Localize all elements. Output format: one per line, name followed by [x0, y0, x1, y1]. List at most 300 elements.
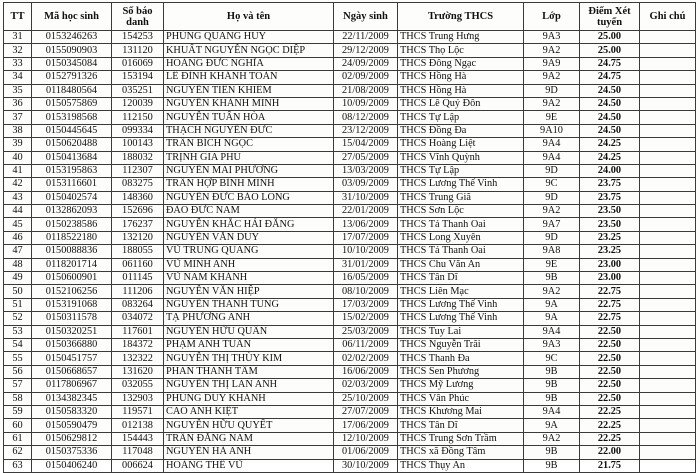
- student-name-cell: TRẦN BÍCH NGỌC: [164, 138, 334, 151]
- student-code-cell: 0118201714: [32, 258, 112, 271]
- student-name-cell: NGUYỄN ĐỨC BẢO LONG: [164, 191, 334, 204]
- note-cell: [640, 446, 696, 459]
- school-name-cell: THCS Tân Dĩ: [398, 419, 524, 432]
- exam-number-cell: 117048: [112, 446, 164, 459]
- admission-score-cell: 25.00: [580, 44, 640, 57]
- school-name-cell: THCS Tuy Lai: [398, 325, 524, 338]
- admission-score-cell: 24.25: [580, 151, 640, 164]
- row-number-cell: 44: [4, 205, 32, 218]
- row-number-cell: 34: [4, 71, 32, 84]
- class-name-cell: 9A2: [524, 71, 580, 84]
- birth-date-cell: 16/05/2009: [334, 272, 398, 285]
- school-name-cell: THCS Hoàng Liệt: [398, 138, 524, 151]
- class-name-cell: 9A: [524, 298, 580, 311]
- exam-number-cell: 188055: [112, 245, 164, 258]
- row-number-cell: 32: [4, 44, 32, 57]
- class-name-cell: 9A2: [524, 97, 580, 110]
- note-cell: [640, 258, 696, 271]
- student-name-cell: PHÙNG QUANG HUY: [164, 31, 334, 44]
- student-code-cell: 0132862093: [32, 205, 112, 218]
- student-name-cell: KHUẤT NGUYỄN NGỌC DIỆP: [164, 44, 334, 57]
- note-cell: [640, 272, 696, 285]
- student-name-cell: VŨ MINH ANH: [164, 258, 334, 271]
- student-code-cell: 0117806967: [32, 379, 112, 392]
- student-code-cell: 0150320251: [32, 325, 112, 338]
- header-class: Lớp: [524, 3, 580, 31]
- row-number-cell: 57: [4, 379, 32, 392]
- exam-number-cell: 061160: [112, 258, 164, 271]
- student-name-cell: NGUYỄN KHẮC HẢI ĐĂNG: [164, 218, 334, 231]
- admission-score-cell: 22.50: [580, 365, 640, 378]
- table-row: [4, 419, 696, 432]
- exam-number-cell: 184372: [112, 338, 164, 351]
- admission-score-cell: 22.25: [580, 419, 640, 432]
- student-code-cell: 0150375336: [32, 446, 112, 459]
- class-name-cell: 9D: [524, 231, 580, 244]
- school-name-cell: THCS Sen Phương: [398, 365, 524, 378]
- school-name-cell: THCS Thanh Đa: [398, 352, 524, 365]
- admission-score-cell: 24.50: [580, 84, 640, 97]
- class-name-cell: 9A8: [524, 245, 580, 258]
- student-code-cell: 0150629812: [32, 432, 112, 445]
- student-name-cell: PHÙNG DUY KHÁNH: [164, 392, 334, 405]
- note-cell: [640, 31, 696, 44]
- school-name-cell: THCS Thụy An: [398, 459, 524, 472]
- student-name-cell: TẠ PHƯƠNG ANH: [164, 312, 334, 325]
- student-code-cell: 0118522180: [32, 231, 112, 244]
- note-cell: [640, 57, 696, 70]
- table-row: [4, 205, 696, 218]
- table-row: [4, 97, 696, 110]
- exam-number-cell: 016069: [112, 57, 164, 70]
- birth-date-cell: 06/11/2009: [334, 338, 398, 351]
- student-code-cell: 0150413684: [32, 151, 112, 164]
- class-name-cell: 9A2: [524, 285, 580, 298]
- exam-number-cell: 083264: [112, 298, 164, 311]
- student-code-cell: 0150590479: [32, 419, 112, 432]
- exam-number-cell: 188032: [112, 151, 164, 164]
- exam-number-cell: 132322: [112, 352, 164, 365]
- exam-number-cell: 131120: [112, 44, 164, 57]
- row-number-cell: 63: [4, 459, 32, 472]
- exam-number-cell: 148360: [112, 191, 164, 204]
- exam-number-cell: 132903: [112, 392, 164, 405]
- exam-number-cell: 034072: [112, 312, 164, 325]
- admission-score-cell: 23.50: [580, 205, 640, 218]
- exam-number-cell: 176237: [112, 218, 164, 231]
- table-row: [4, 459, 696, 472]
- table-row: [4, 312, 696, 325]
- admission-score-cell: 24.75: [580, 57, 640, 70]
- student-code-cell: 0153116601: [32, 178, 112, 191]
- birth-date-cell: 13/03/2009: [334, 164, 398, 177]
- class-name-cell: 9C: [524, 352, 580, 365]
- school-name-cell: THCS Nguyễn Trãi: [398, 338, 524, 351]
- table-row: [4, 151, 696, 164]
- row-number-cell: 45: [4, 218, 32, 231]
- table-row: [4, 164, 696, 177]
- table-row: [4, 285, 696, 298]
- student-name-cell: NGUYỄN MAI PHƯƠNG: [164, 164, 334, 177]
- note-cell: [640, 111, 696, 124]
- table-row: [4, 231, 696, 244]
- class-name-cell: 9B: [524, 365, 580, 378]
- birth-date-cell: 02/03/2009: [334, 379, 398, 392]
- student-name-cell: ĐÀO ĐỨC NAM: [164, 205, 334, 218]
- class-name-cell: 9B: [524, 392, 580, 405]
- student-code-cell: 0155090903: [32, 44, 112, 57]
- birth-date-cell: 17/07/2009: [334, 231, 398, 244]
- birth-date-cell: 03/09/2009: [334, 178, 398, 191]
- exam-number-cell: 120039: [112, 97, 164, 110]
- birth-date-cell: 22/11/2009: [334, 31, 398, 44]
- admission-score-cell: 22.00: [580, 446, 640, 459]
- row-number-cell: 52: [4, 312, 32, 325]
- birth-date-cell: 10/09/2009: [334, 97, 398, 110]
- student-name-cell: PHAN THANH TÂM: [164, 365, 334, 378]
- student-name-cell: NGUYỄN TIẾN KHIÊM: [164, 84, 334, 97]
- exam-number-cell: 035251: [112, 84, 164, 97]
- school-name-cell: THCS Tả Thanh Oai: [398, 245, 524, 258]
- class-name-cell: 9D: [524, 164, 580, 177]
- table-row: [4, 272, 696, 285]
- class-name-cell: 9A7: [524, 218, 580, 231]
- header-school: Trường THCS: [398, 3, 524, 31]
- birth-date-cell: 15/02/2009: [334, 312, 398, 325]
- admission-score-cell: 25.00: [580, 31, 640, 44]
- class-name-cell: 9A: [524, 419, 580, 432]
- school-name-cell: THCS Liên Mạc: [398, 285, 524, 298]
- student-code-cell: 0152106256: [32, 285, 112, 298]
- birth-date-cell: 22/01/2009: [334, 205, 398, 218]
- student-name-cell: TRỊNH GIA PHÚ: [164, 151, 334, 164]
- table-row: [4, 191, 696, 204]
- exam-number-cell: 011145: [112, 272, 164, 285]
- student-code-cell: 0150575869: [32, 97, 112, 110]
- student-code-cell: 0150406240: [32, 459, 112, 472]
- birth-date-cell: 13/06/2009: [334, 218, 398, 231]
- exam-number-cell: 032055: [112, 379, 164, 392]
- class-name-cell: 9B: [524, 446, 580, 459]
- row-number-cell: 42: [4, 178, 32, 191]
- class-name-cell: 9B: [524, 459, 580, 472]
- class-name-cell: 9A2: [524, 432, 580, 445]
- student-name-cell: NGUYỄN HỮU QUÂN: [164, 325, 334, 338]
- results-table: [3, 2, 696, 473]
- student-code-cell: 0150366880: [32, 338, 112, 351]
- school-name-cell: THCS Đông Ngạc: [398, 57, 524, 70]
- class-name-cell: 9A: [524, 312, 580, 325]
- admission-score-cell: 23.75: [580, 178, 640, 191]
- row-number-cell: 60: [4, 419, 32, 432]
- school-name-cell: THCS Hồng Hà: [398, 71, 524, 84]
- table-row: [4, 218, 696, 231]
- table-row: [4, 432, 696, 445]
- student-code-cell: 0150620488: [32, 138, 112, 151]
- school-name-cell: THCS Trung Giã: [398, 191, 524, 204]
- exam-number-cell: 119571: [112, 405, 164, 418]
- exam-number-cell: 006624: [112, 459, 164, 472]
- note-cell: [640, 379, 696, 392]
- exam-number-cell: 100143: [112, 138, 164, 151]
- row-number-cell: 59: [4, 405, 32, 418]
- table-row: [4, 379, 696, 392]
- note-cell: [640, 218, 696, 231]
- class-name-cell: 9A3: [524, 31, 580, 44]
- row-number-cell: 38: [4, 124, 32, 137]
- school-name-cell: THCS Lương Thế Vinh: [398, 298, 524, 311]
- row-number-cell: 62: [4, 446, 32, 459]
- birth-date-cell: 08/10/2009: [334, 285, 398, 298]
- admission-score-cell: 22.50: [580, 338, 640, 351]
- row-number-cell: 40: [4, 151, 32, 164]
- note-cell: [640, 71, 696, 84]
- row-number-cell: 41: [4, 164, 32, 177]
- birth-date-cell: 10/10/2009: [334, 245, 398, 258]
- student-code-cell: 0153246263: [32, 31, 112, 44]
- admission-score-cell: 24.00: [580, 164, 640, 177]
- birth-date-cell: 24/09/2009: [334, 57, 398, 70]
- class-name-cell: 9A4: [524, 325, 580, 338]
- birth-date-cell: 21/08/2009: [334, 84, 398, 97]
- school-name-cell: THCS Tả Thanh Oai: [398, 218, 524, 231]
- table-row: [4, 138, 696, 151]
- note-cell: [640, 285, 696, 298]
- exam-number-cell: 012138: [112, 419, 164, 432]
- birth-date-cell: 25/10/2009: [334, 392, 398, 405]
- birth-date-cell: 01/06/2009: [334, 446, 398, 459]
- note-cell: [640, 205, 696, 218]
- birth-date-cell: 17/06/2009: [334, 419, 398, 432]
- admission-score-cell: 23.00: [580, 272, 640, 285]
- class-name-cell: 9A10: [524, 124, 580, 137]
- note-cell: [640, 392, 696, 405]
- header-score: Điểm Xét tuyển: [580, 3, 640, 31]
- school-name-cell: THCS Long Xuyên: [398, 231, 524, 244]
- student-code-cell: 0153191068: [32, 298, 112, 311]
- birth-date-cell: 23/12/2009: [334, 124, 398, 137]
- student-code-cell: 0153195863: [32, 164, 112, 177]
- class-name-cell: 9A9: [524, 57, 580, 70]
- admission-score-cell: 24.50: [580, 97, 640, 110]
- header-tt: TT: [4, 3, 32, 31]
- row-number-cell: 47: [4, 245, 32, 258]
- school-name-cell: THCS Đồng Đa: [398, 124, 524, 137]
- note-cell: [640, 405, 696, 418]
- row-number-cell: 56: [4, 365, 32, 378]
- class-name-cell: 9A4: [524, 138, 580, 151]
- row-number-cell: 48: [4, 258, 32, 271]
- exam-number-cell: 152696: [112, 205, 164, 218]
- note-cell: [640, 151, 696, 164]
- exam-number-cell: 111206: [112, 285, 164, 298]
- note-cell: [640, 164, 696, 177]
- birth-date-cell: 15/04/2009: [334, 138, 398, 151]
- row-number-cell: 36: [4, 97, 32, 110]
- student-code-cell: 0118480564: [32, 84, 112, 97]
- student-code-cell: 0152791326: [32, 71, 112, 84]
- note-cell: [640, 191, 696, 204]
- school-name-cell: THCS Mỹ Lương: [398, 379, 524, 392]
- note-cell: [640, 97, 696, 110]
- birth-date-cell: 17/03/2009: [334, 298, 398, 311]
- row-number-cell: 39: [4, 138, 32, 151]
- student-name-cell: NGUYỄN THỊ LAN ANH: [164, 379, 334, 392]
- table-row: [4, 178, 696, 191]
- table-row: [4, 44, 696, 57]
- table-row: [4, 111, 696, 124]
- admission-score-cell: 22.50: [580, 392, 640, 405]
- school-name-cell: THCS Trung Sơn Trầm: [398, 432, 524, 445]
- table-row: [4, 258, 696, 271]
- table-row: [4, 57, 696, 70]
- student-code-cell: 0150445645: [32, 124, 112, 137]
- note-cell: [640, 459, 696, 472]
- admission-score-cell: 23.25: [580, 231, 640, 244]
- table-row: [4, 84, 696, 97]
- admission-score-cell: 22.75: [580, 298, 640, 311]
- table-row: [4, 365, 696, 378]
- class-name-cell: 9A4: [524, 405, 580, 418]
- row-number-cell: 54: [4, 338, 32, 351]
- student-code-cell: 0150583320: [32, 405, 112, 418]
- student-name-cell: NGUYỄN VĂN DUY: [164, 231, 334, 244]
- note-cell: [640, 44, 696, 57]
- student-name-cell: HOÀNG THẾ VŨ: [164, 459, 334, 472]
- student-name-cell: VŨ TRUNG QUANG: [164, 245, 334, 258]
- row-number-cell: 49: [4, 272, 32, 285]
- student-name-cell: NGUYỄN KHÁNH MINH: [164, 97, 334, 110]
- school-name-cell: THCS Vĩnh Quỳnh: [398, 151, 524, 164]
- note-cell: [640, 432, 696, 445]
- admission-score-cell: 22.50: [580, 325, 640, 338]
- row-number-cell: 55: [4, 352, 32, 365]
- exam-number-cell: 117601: [112, 325, 164, 338]
- birth-date-cell: 30/10/2009: [334, 459, 398, 472]
- row-number-cell: 33: [4, 57, 32, 70]
- header-note: Ghi chú: [640, 3, 696, 31]
- birth-date-cell: 12/10/2009: [334, 432, 398, 445]
- school-name-cell: THCS Lê Quý Đôn: [398, 97, 524, 110]
- admission-score-cell: 23.00: [580, 258, 640, 271]
- class-name-cell: 9E: [524, 258, 580, 271]
- student-code-cell: 0150402574: [32, 191, 112, 204]
- note-cell: [640, 124, 696, 137]
- school-name-cell: THCS Chu Văn An: [398, 258, 524, 271]
- exam-number-cell: 131620: [112, 365, 164, 378]
- admission-score-cell: 24.75: [580, 71, 640, 84]
- school-name-cell: THCS Lương Thế Vinh: [398, 178, 524, 191]
- note-cell: [640, 352, 696, 365]
- note-cell: [640, 298, 696, 311]
- birth-date-cell: 31/10/2009: [334, 191, 398, 204]
- birth-date-cell: 27/07/2009: [334, 405, 398, 418]
- school-name-cell: THCS Hồng Hà: [398, 84, 524, 97]
- table-row: [4, 298, 696, 311]
- class-name-cell: 9A2: [524, 205, 580, 218]
- student-name-cell: THẠCH NGUYỄN ĐỨC: [164, 124, 334, 137]
- table-row: [4, 446, 696, 459]
- admission-score-cell: 22.25: [580, 405, 640, 418]
- exam-number-cell: 132120: [112, 231, 164, 244]
- header-dob: Ngày sinh: [334, 3, 398, 31]
- student-code-cell: 0150238586: [32, 218, 112, 231]
- student-name-cell: HOÀNG ĐỨC NGHĨA: [164, 57, 334, 70]
- row-number-cell: 61: [4, 432, 32, 445]
- student-code-cell: 0150311578: [32, 312, 112, 325]
- table-row: [4, 245, 696, 258]
- row-number-cell: 46: [4, 231, 32, 244]
- student-name-cell: NGUYỄN HỮU QUYẾT: [164, 419, 334, 432]
- school-name-cell: THCS Tân Dĩ: [398, 272, 524, 285]
- admission-score-cell: 22.50: [580, 379, 640, 392]
- student-name-cell: LÊ ĐÌNH KHÁNH TOÀN: [164, 71, 334, 84]
- school-name-cell: THCS Trung Hưng: [398, 31, 524, 44]
- birth-date-cell: 27/05/2009: [334, 151, 398, 164]
- student-code-cell: 0150451757: [32, 352, 112, 365]
- row-number-cell: 51: [4, 298, 32, 311]
- row-number-cell: 50: [4, 285, 32, 298]
- admission-score-cell: 23.25: [580, 245, 640, 258]
- row-number-cell: 37: [4, 111, 32, 124]
- table-row: [4, 352, 696, 365]
- birth-date-cell: 02/02/2009: [334, 352, 398, 365]
- row-number-cell: 31: [4, 31, 32, 44]
- table-header: [4, 3, 696, 31]
- exam-number-cell: 083275: [112, 178, 164, 191]
- student-name-cell: TRẦN ĐĂNG NAM: [164, 432, 334, 445]
- table-body: [4, 31, 696, 473]
- student-name-cell: CAO ANH KIỆT: [164, 405, 334, 418]
- exam-number-cell: 154443: [112, 432, 164, 445]
- note-cell: [640, 138, 696, 151]
- class-name-cell: 9E: [524, 111, 580, 124]
- student-name-cell: NGUYỄN THỊ THÙY KIM: [164, 352, 334, 365]
- student-code-cell: 0150600901: [32, 272, 112, 285]
- note-cell: [640, 419, 696, 432]
- class-name-cell: 9C: [524, 178, 580, 191]
- exam-number-cell: 154253: [112, 31, 164, 44]
- student-name-cell: PHẠM ANH TUẤN: [164, 338, 334, 351]
- class-name-cell: 9B: [524, 272, 580, 285]
- school-name-cell: THCS Tự Lập: [398, 164, 524, 177]
- birth-date-cell: 29/12/2009: [334, 44, 398, 57]
- student-name-cell: NGUYỄN VĂN HIỆP: [164, 285, 334, 298]
- admission-score-cell: 22.50: [580, 352, 640, 365]
- header-row: [4, 3, 696, 31]
- table-row: [4, 325, 696, 338]
- admission-score-cell: 23.75: [580, 191, 640, 204]
- note-cell: [640, 338, 696, 351]
- admission-score-cell: 22.25: [580, 432, 640, 445]
- exam-number-cell: 112150: [112, 111, 164, 124]
- admission-score-cell: 22.75: [580, 285, 640, 298]
- table-row: [4, 392, 696, 405]
- student-name-cell: TRẦN HỢP BÌNH MINH: [164, 178, 334, 191]
- table-row: [4, 338, 696, 351]
- birth-date-cell: 31/01/2009: [334, 258, 398, 271]
- school-name-cell: THCS Khương Mai: [398, 405, 524, 418]
- student-code-cell: 0134382345: [32, 392, 112, 405]
- birth-date-cell: 08/12/2009: [334, 111, 398, 124]
- class-name-cell: 9A2: [524, 44, 580, 57]
- student-name-cell: NGUYỄN TUẤN HÒA: [164, 111, 334, 124]
- table-row: [4, 71, 696, 84]
- student-code-cell: 0150345084: [32, 57, 112, 70]
- student-name-cell: NGUYỄN HÀ ANH: [164, 446, 334, 459]
- birth-date-cell: 02/09/2009: [334, 71, 398, 84]
- note-cell: [640, 365, 696, 378]
